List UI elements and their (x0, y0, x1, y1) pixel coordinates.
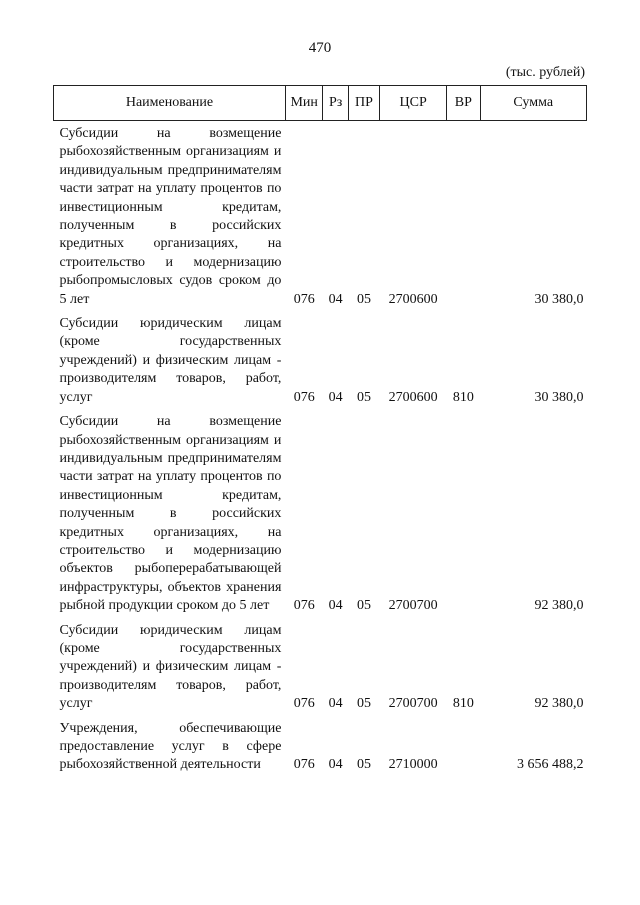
row-rz: 04 (328, 696, 343, 712)
row-rz: 04 (328, 389, 343, 405)
row-pr: 05 (356, 696, 371, 712)
row-sum: 92 380,0 (534, 696, 584, 712)
table-header-row (54, 86, 587, 121)
row-pr: 05 (356, 598, 371, 614)
page-number: 470 (308, 40, 332, 56)
table-row (54, 311, 587, 409)
row-name: Субсидии юридическим лицам (кроме государственных учреждений) и физическим лицам - производителям товаров, работ, услуг (59, 622, 282, 712)
row-rz: 04 (328, 598, 343, 614)
row-name: Учреждения, обеспечивающие предоставление услуг в сфере рыбохозяйственной деятельности (59, 720, 282, 773)
row-rz: 04 (328, 291, 343, 307)
row-vr: 810 (452, 696, 474, 712)
row-name: Субсидии на возмещение рыбохозяйственным организациям и индивидуальным предпринимателям части затрат на уплату процентов по инвестиционным кредитам, полученным в российских кредитных организациях, на строительство и модернизацию объектов рыбоперерабатывающей инфраструктуры, объектов хранения рыбной продукции сроком до 5 лет (59, 414, 282, 614)
row-sum: 30 380,0 (534, 389, 584, 405)
row-min: 076 (293, 757, 315, 773)
row-name: Субсидии юридическим лицам (кроме государственных учреждений) и физическим лицам - производителям товаров, работ, услуг (59, 316, 282, 405)
row-csr: 2700700 (388, 598, 438, 614)
header-vr: ВР (447, 86, 480, 121)
row-min: 076 (293, 389, 315, 405)
row-sum: 30 380,0 (534, 291, 584, 307)
row-vr: 810 (452, 389, 474, 405)
row-vr (447, 409, 480, 617)
row-vr (447, 121, 480, 312)
row-csr: 2710000 (388, 757, 438, 773)
row-csr: 2700700 (388, 696, 438, 712)
table-row (54, 121, 587, 312)
row-name: Субсидии на возмещение рыбохозяйственным организациям и индивидуальным предпринимателям части затрат на уплату процентов по инвестиционным кредитам, полученным в российских кредитных организациях, на строительство и модернизацию рыбопромысловых судов сроком до 5 лет (59, 126, 282, 307)
row-pr: 05 (356, 291, 371, 307)
row-sum: 3 656 488,2 (517, 757, 584, 773)
row-pr: 05 (356, 389, 371, 405)
row-pr: 05 (356, 757, 371, 773)
row-min: 076 (293, 291, 315, 307)
header-csr: ЦСР (380, 86, 447, 121)
header-sum: Сумма (480, 86, 587, 121)
header-pr: ПР (348, 86, 379, 121)
table-row (54, 618, 587, 716)
row-rz: 04 (328, 757, 343, 773)
row-vr (447, 716, 480, 777)
header-min: Мин (285, 86, 323, 121)
row-min: 076 (293, 598, 315, 614)
table-row (54, 409, 587, 617)
units-note: (тыс. рублей) (505, 65, 585, 80)
header-name: Наименование (54, 86, 286, 121)
table-row (54, 716, 587, 777)
row-csr: 2700600 (388, 389, 438, 405)
header-rz: Рз (323, 86, 348, 121)
row-min: 076 (293, 696, 315, 712)
budget-table (53, 85, 587, 777)
row-csr: 2700600 (388, 291, 438, 307)
row-sum: 92 380,0 (534, 598, 584, 614)
